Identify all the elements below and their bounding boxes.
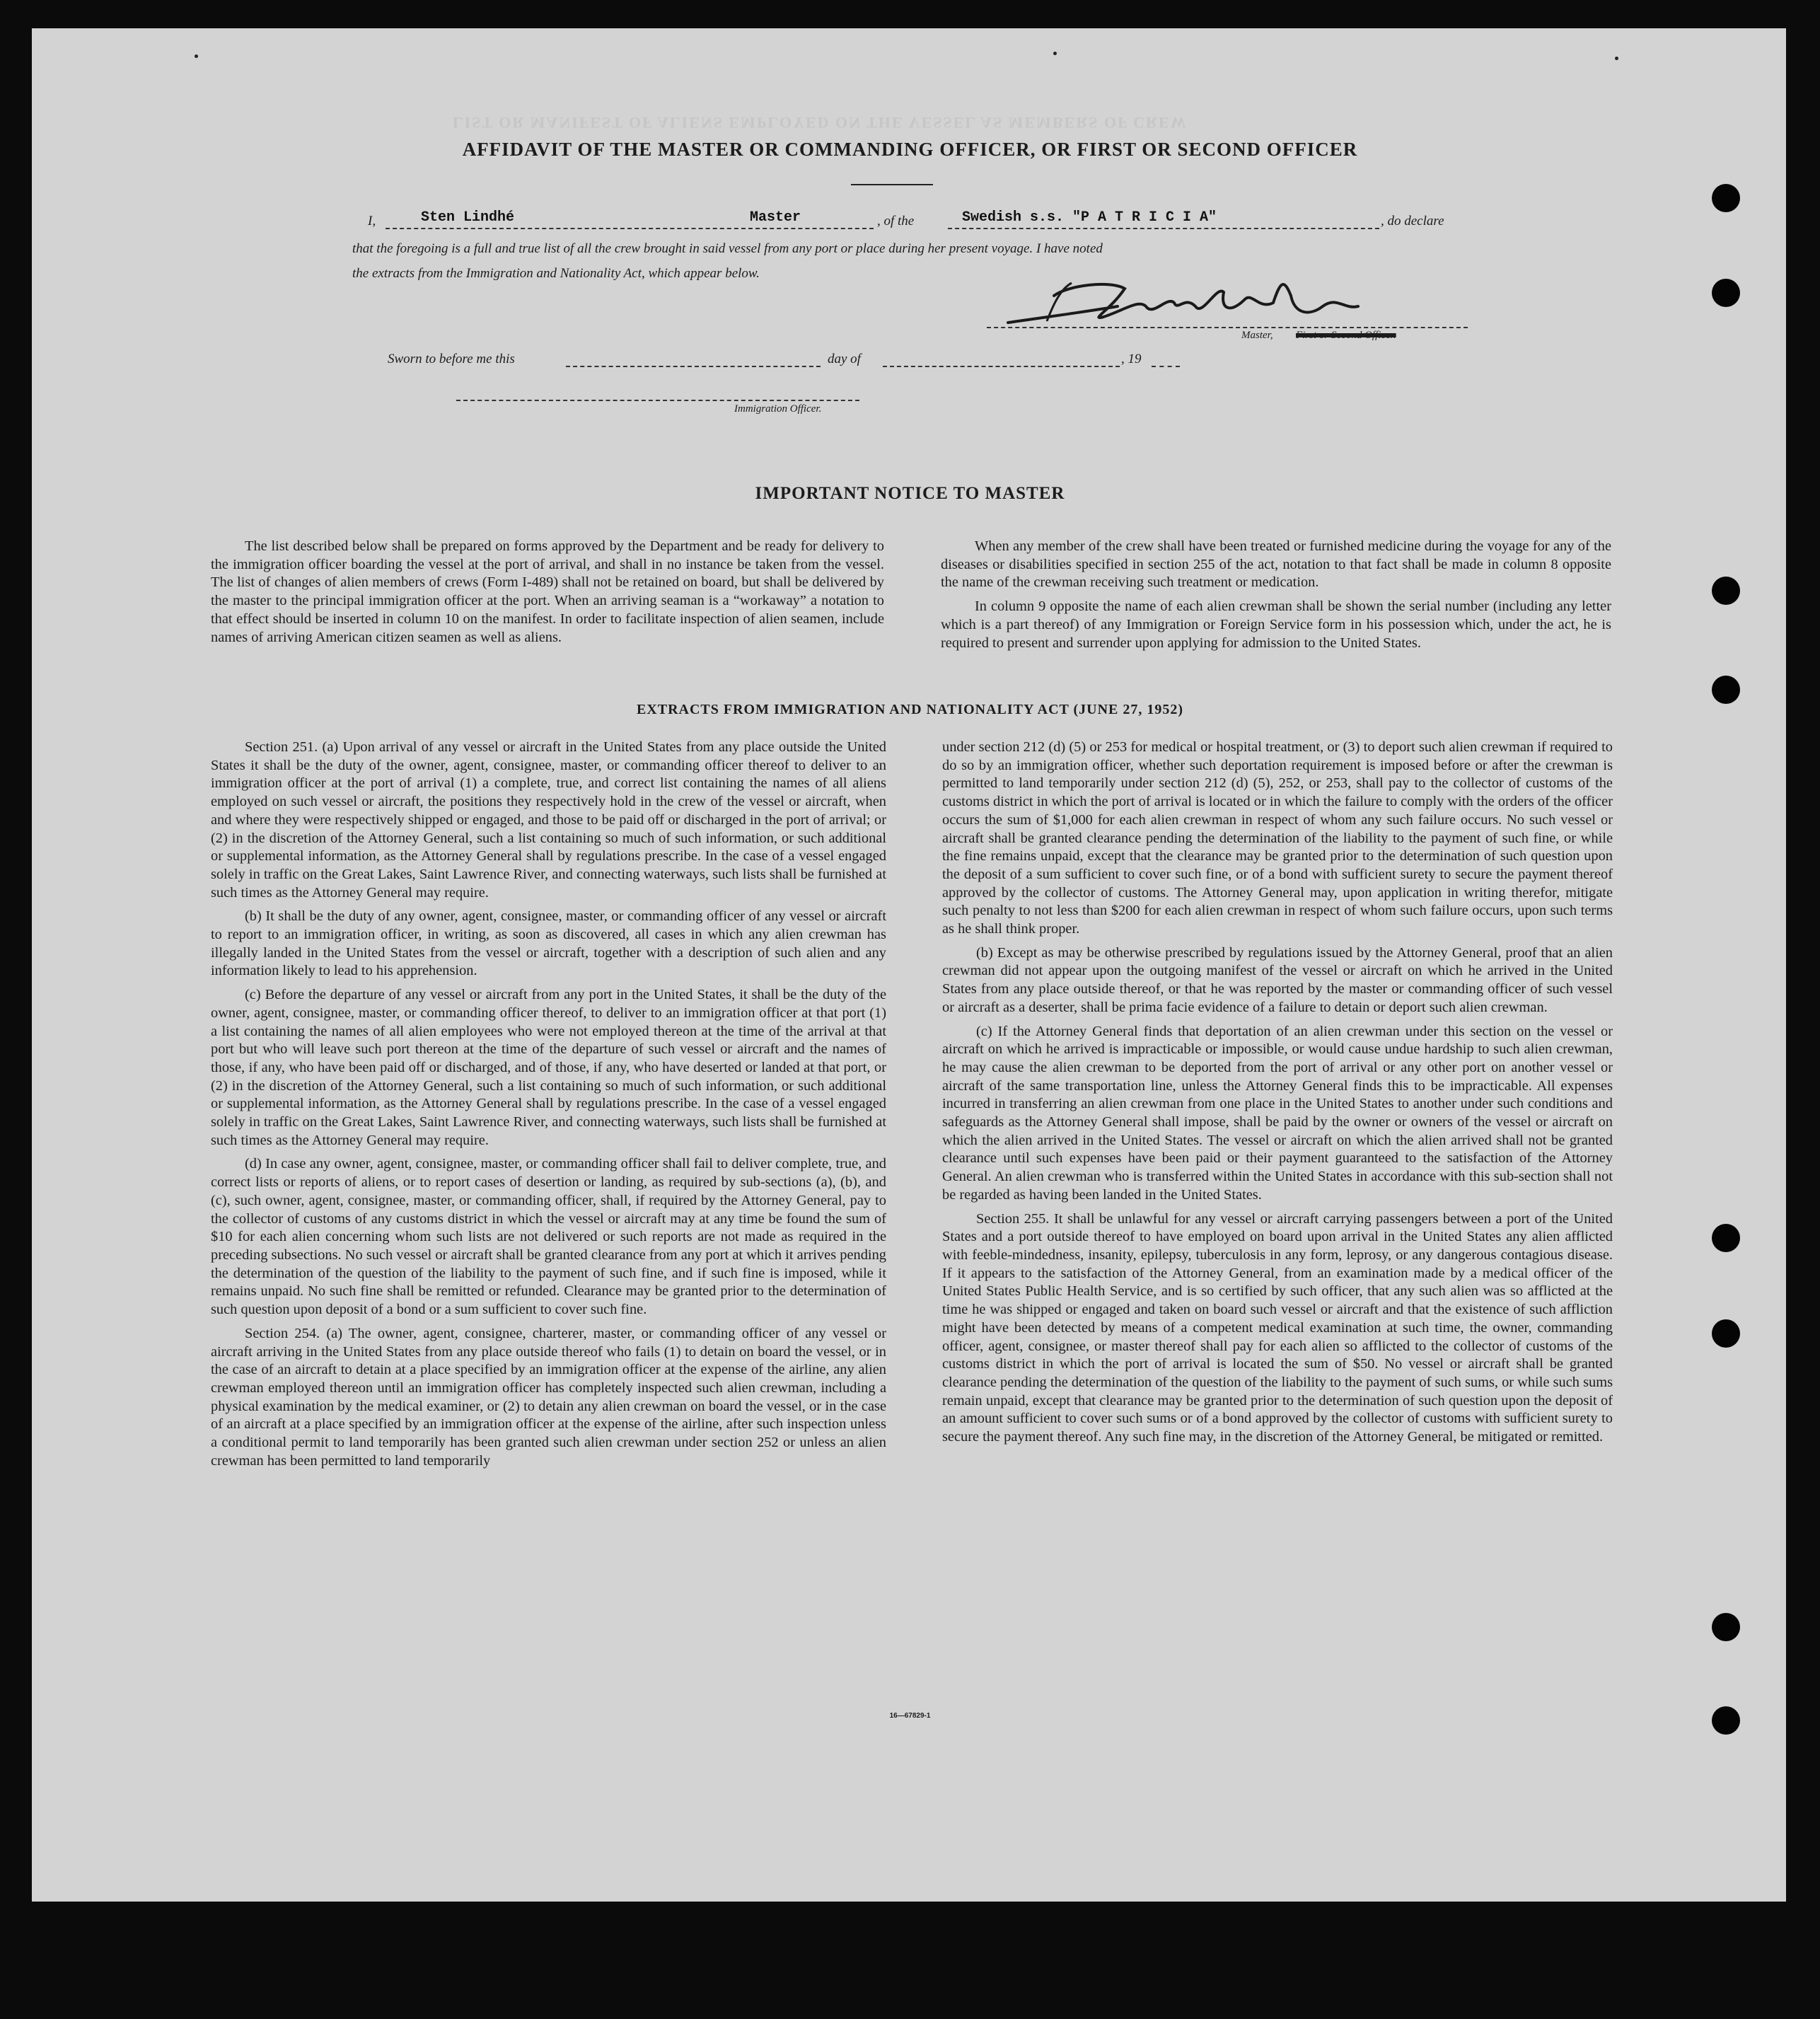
vessel-name: Swedish s.s. "P A T R I C I A"	[962, 209, 1217, 226]
notice-paragraph: In column 9 opposite the name of each alien crewman shall be shown the serial number (including any letter which is a part thereof) of any Immigration or Foreign Service form in his possession which, under the act, he is required to present and surrender upon applying for admission to the United States.	[941, 598, 1611, 651]
notice-left-column	[211, 538, 884, 652]
officer-line	[456, 400, 859, 401]
form-number: 16—67829-1	[889, 1712, 931, 1720]
speck	[195, 54, 198, 58]
punch-hole	[1712, 577, 1740, 605]
act-paragraph: under section 212 (d) (5) or 253 for medical or hospital treatment, or (3) to deport such alien crewman if required to do so by an immigration officer, whether such deportation requirement is imposed before or after the crewman is permitted to land temporarily under section 212 (d) (5), 252, or 253, shall pay to the collector of customs of the customs district in which the port of arrival is located or in which the failure to comply with the orders of the officer occurs the sum of $1,000 for each alien crewman in respect of whom any such failure occurs. No such vessel or aircraft shall be granted clearance pending the determination of the liability to the payment of such fine, or while the fine remains unpaid, except that the clearance may be granted prior to the determination of such question upon the deposit of a sum sufficient to cover such fine, or of a bond with sufficient surety to secure the payment thereof approved by the collector of customs. The Attorney General may, upon application in writing therefor, mitigate such penalty to not less than $200 for each alien crewman in respect of whom such failure occurs, upon such terms as he shall think proper.	[942, 739, 1613, 937]
master-rank: Master	[750, 209, 801, 226]
affidavit-title: AFFIDAVIT OF THE MASTER OR COMMANDING OFFICER, OR FIRST OR SECOND OFFICER	[462, 139, 1358, 160]
notice-paragraph: The list described below shall be prepared on forms approved by the Department and be ready for delivery to the immigration officer boarding the vessel at the port of arrival, and shall in no instance be taken from the vessel. The list of changes of alien members of crews (Form I-489) shall not be retained on board, but shall be delivered by the master to the principal immigration officer at the port. When an arriving seaman is a “workaway” a notation to that effect should be inserted in column 10 on the manifest. In order to facilitate inspection of alien seamen, include names of arriving American citizen seamen as well as aliens.	[211, 538, 884, 645]
extracts-left-column	[211, 739, 886, 1476]
punch-hole	[1712, 184, 1740, 212]
signature-caption-master: Master,	[1241, 330, 1273, 341]
officer-caption: Immigration Officer.	[734, 403, 822, 415]
notice-title: IMPORTANT NOTICE TO MASTER	[755, 484, 1065, 503]
declaration-line-2: the extracts from the Immigration and Nationality Act, which appear below.	[352, 266, 760, 281]
signature-caption-struck: First or Second Officer.	[1296, 330, 1396, 341]
title-rule	[851, 184, 933, 185]
notice-paragraph: When any member of the crew shall have been treated or furnished medicine during the voyage for any of the diseases or disabilities specified in section 255 of the act, notation to that fact shall be made in column 8 opposite the name of the crewman receiving such treatment or medication.	[941, 538, 1611, 591]
i-label: I,	[368, 214, 376, 228]
signature-line	[987, 327, 1468, 328]
declaration-line-1: that the foregoing is a full and true list of all the crew brought in said vessel from any port or place during her present voyage. I have noted	[352, 241, 1103, 256]
punch-hole	[1712, 1613, 1740, 1641]
speck	[1615, 57, 1618, 60]
extracts-title: EXTRACTS FROM IMMIGRATION AND NATIONALITY ACT (JUNE 27, 1952)	[636, 702, 1184, 717]
speck	[1053, 52, 1057, 55]
of-the-label: , of the	[877, 214, 915, 228]
act-paragraph: Section 255. It shall be unlawful for any vessel or aircraft carrying passengers between a port of the United States and a port outside thereof to have employed on board upon arrival in the United States any alien afflicted with feeble-mindedness, insanity, epilepsy, tuberculosis in any form, leprosy, or any dangerous contagious disease. If it appears to the satisfaction of the Attorney General, from an examination made by a medical officer of the United States Public Health Service, and is so certified by such officer, that any such alien was so afflicted at the time he was shipped or engaged and taken on board such vessel or aircraft and that the existence of such affliction might have been detected by means of a competent medical examination at such time, the owner, commanding officer, agent, consignee, or master thereof shall pay for each alien so afflicted to the collector of customs of the customs district in which the port of arrival is located the sum of $50. No vessel or aircraft shall be granted clearance pending the determination of the question of the liability to the payment of such sums, or while such sums remain unpaid, except that clearance may be granted prior to the determination of such question upon the deposit of an amount sufficient to cover such sums or of a bond approved by the collector of customs with sufficient surety to secure the payment thereof. Any such fine may, in the discretion of the Attorney General, be mitigated or remitted.	[942, 1210, 1613, 1445]
sworn-label: Sworn to before me this	[388, 352, 515, 366]
master-name: Sten Lindhé	[421, 209, 515, 226]
act-paragraph: (b) It shall be the duty of any owner, agent, consignee, master, or commanding officer of any vessel or aircraft to report to an immigration officer, in writing, as soon as discovered, all cases in which any alien crewman has illegally landed in the United States from the vessel or aircraft, together with a description of such alien and any information likely to lead to his apprehension.	[211, 908, 886, 979]
act-paragraph: (c) Before the departure of any vessel or aircraft from any port in the United States, it shall be the duty of the owner, agent, consignee, master, or commanding officer thereof, to deliver to an immigration officer at that port (1) a list containing the names of all alien employees who were not employed thereon at the time of the arrival at that port but who will leave such port thereon at the time of the departure of such vessel or aircraft and the names of those, if any, who have been paid off or discharged, and of those, if any, who have deserted or landed at that port, or (2) in the discretion of the Attorney General, such a list containing so much of such information, or such additional or supplemental information, as the Attorney General shall by regulations prescribe. In the case of a vessel engaged solely in traffic on the Great Lakes, Saint Lawrence River, and connecting waterways, such lists shall be furnished at such times as the Attorney General may require.	[211, 987, 886, 1148]
declare-label: , do declare	[1381, 214, 1444, 228]
punch-hole	[1712, 1706, 1740, 1735]
vessel-line	[948, 228, 1379, 229]
act-paragraph: (c) If the Attorney General finds that deportation of an alien crewman under this section on the vessel or aircraft on which he arrived is impracticable or impossible, or would cause undue hardship to such alien crewman, he may cause the alien crewman to be deported from the port of arrival or any other port on another vessel or aircraft of the same transportation line, unless the Attorney General finds this to be impracticable. All expenses incurred in transferring an alien crewman from one place in the United States to another under such conditions and safeguards as the Attorney General shall impose, shall be paid by the owner or owners of the vessel or aircraft on which the alien arrived in the United States. The vessel or aircraft on which the alien arrived shall not be granted clearance until such expenses have been paid or their payment guaranteed to the satisfaction of the Attorney General. An alien crewman who is transferred within the United States in accordance with this sub-section shall not be regarded as having been landed in the United States.	[942, 1023, 1613, 1203]
punch-hole	[1712, 279, 1740, 307]
act-paragraph: Section 254. (a) The owner, agent, consignee, charterer, master, or commanding officer of any vessel or aircraft arriving in the United States from any place outside thereof who fails (1) to detain on board the vessel, or in the case of an aircraft to detain at a place specified by an immigration officer at the expense of the airline, any alien crewman employed thereon until an immigration officer has completely inspected such alien crewman, including a physical examination by the medical examiner, or (2) to detain any alien crewman on board the vessel, or in the case of an aircraft at a place specified by an immigration officer at the expense of the airline, after such inspection unless a conditional permit to land temporarily has been granted such alien crewman under section 252 or unless an alien crewman has been permitted to land temporarily	[211, 1325, 886, 1469]
act-paragraph: (d) In case any owner, agent, consignee, master, or commanding officer shall fail to deliver complete, true, and correct lists or reports of aliens, or to report cases of desertion or landing, as required by sub-sections (a), (b), and (c), such owner, agent, consignee, master, or commanding officer, shall, if required by the Attorney General, pay to the collector of customs of any customs district in which the vessel or aircraft may at any time be found the sum of $10 for each alien concerning whom such lists are not delivered or such reports are not made as required in the preceding subsections. No such vessel or aircraft shall be granted clearance from any port at which it arrives pending the determination of the question of the liability to the payment of such fine, and if such fine is imposed, while it remains unpaid. No such fine shall be remitted or refunded. Clearance may be granted prior to the determination of such question upon deposit of a bond or a sum sufficient to cover such fine.	[211, 1156, 886, 1318]
act-paragraph: Section 251. (a) Upon arrival of any vessel or aircraft in the United States from any place outside the United States it shall be the duty of the owner, agent, consignee, master, or commanding officer thereof to deliver to an immigration officer at the port of arrival (1) a complete, true, and correct list containing the names of all aliens employed on such vessel or aircraft, the positions they respectively hold in the crew of the vessel or aircraft, when and where they were respectively shipped or engaged, and those to be paid off or discharged in the port of arrival; or (2) in the discretion of the Attorney General, such a list containing so much of such information, or such additional or supplemental information, as the Attorney General shall by regulations prescribe. In the case of a vessel engaged solely in traffic on the Great Lakes, Saint Lawrence River, and connecting waterways, such lists shall be furnished at such times as the Attorney General may require.	[211, 739, 886, 901]
extracts-right-column	[942, 739, 1613, 1452]
bleed-through: LIST OR MANIFEST OF ALIENS EMPLOYED ON THE VESSEL AS MEMBERS OF CREW	[453, 114, 1188, 132]
day-of-label: day of	[828, 352, 861, 366]
name-line	[386, 228, 874, 229]
sworn-year-line	[1152, 366, 1180, 367]
punch-hole	[1712, 1224, 1740, 1252]
punch-hole	[1712, 676, 1740, 704]
sworn-month-line	[883, 366, 1120, 367]
year-label: , 19	[1121, 352, 1142, 366]
sworn-day-line	[566, 366, 821, 367]
notice-right-column	[941, 538, 1611, 658]
act-paragraph: (b) Except as may be otherwise prescribed by regulations issued by the Attorney General, proof that an alien crewman did not appear upon the outgoing manifest of the vessel or aircraft on which he arrived in the United States from any place outside thereof, or that he was reported by the master or commanding officer of such vessel or aircraft as a deserter, shall be prima facie evidence of a failure to detain or deport such alien crewman.	[942, 944, 1613, 1015]
punch-hole	[1712, 1319, 1740, 1348]
